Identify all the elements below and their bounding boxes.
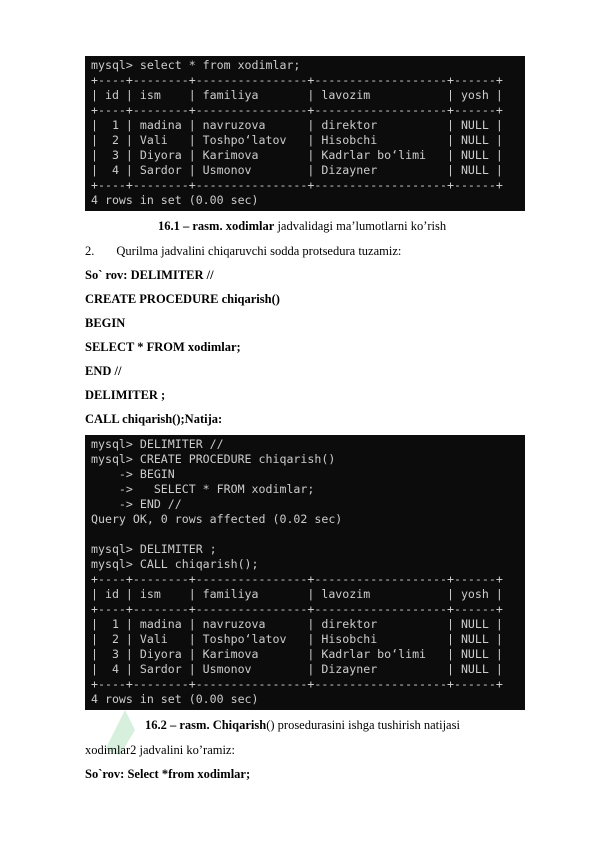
terminal-line: +----+--------+----------------+-------------------+------+ <box>91 103 503 117</box>
terminal-line: -> SELECT * FROM xodimlar; <box>91 482 315 496</box>
terminal-screenshot-1 <box>85 56 525 211</box>
terminal-line: | 2 | Vali | Toshpo‘latov | Hisobchi | NULL | <box>91 133 503 147</box>
terminal-line: -> END // <box>91 497 182 511</box>
terminal-line: +----+--------+----------------+-------------------+------+ <box>91 73 503 87</box>
code-line: CALL chiqarish();Natija: <box>85 412 223 426</box>
step-2-paragraph <box>85 244 401 259</box>
terminal-line: | 3 | Diyora | Karimova | Kadrlar bo‘limi | NULL | <box>91 647 503 661</box>
terminal-line: -> BEGIN <box>91 467 175 481</box>
caption-text: jadvalidagi ma’lumotlarni ko’rish <box>274 219 447 233</box>
terminal-line <box>91 527 525 542</box>
terminal-line: Query OK, 0 rows affected (0.02 sec) <box>91 512 343 526</box>
terminal-line: mysql> DELIMITER // <box>91 437 224 451</box>
code-line: So` rov: DELIMITER // <box>85 268 214 282</box>
terminal-line: mysql> CALL chiqarish(); <box>91 557 259 571</box>
terminal-line: +----+--------+----------------+-------------------+------+ <box>91 602 503 616</box>
caption-bold-word: Chiqarish <box>212 718 267 732</box>
step-text: Qurilma jadvalini chiqaruvchi sodda protsedura tuzamiz: <box>116 244 402 258</box>
code-line: SELECT * FROM xodimlar; <box>85 340 241 354</box>
code-line: END // <box>85 364 122 378</box>
figure-caption-1 <box>158 219 446 234</box>
code-line: DELIMITER ; <box>85 388 166 402</box>
terminal-line: | 3 | Diyora | Karimova | Kadrlar bo‘limi | NULL | <box>91 148 503 162</box>
terminal-line: 4 rows in set (0.00 sec) <box>91 193 259 207</box>
figure-caption-2 <box>145 718 460 733</box>
code-line: BEGIN <box>85 316 126 330</box>
terminal-line: | id | ism | familiya | lavozim | yosh | <box>91 587 503 601</box>
terminal-line: | id | ism | familiya | lavozim | yosh | <box>91 88 503 102</box>
terminal-line: +----+--------+----------------+-------------------+------+ <box>91 178 503 192</box>
terminal-line: 4 rows in set (0.00 sec) <box>91 692 259 706</box>
caption-bold-word: xodimlar <box>225 219 275 233</box>
caption-number: 16.2 – rasm. <box>145 718 213 732</box>
terminal-line: mysql> DELIMITER ; <box>91 542 217 556</box>
code-line: CREATE PROCEDURE chiqarish() <box>85 292 280 306</box>
terminal-line: mysql> CREATE PROCEDURE chiqarish() <box>91 452 336 466</box>
paragraph-text: xodimlar2 jadvalini ko’ramiz: <box>85 743 235 757</box>
terminal-line: +----+--------+----------------+-------------------+------+ <box>91 572 503 586</box>
caption-number: 16.1 – rasm. <box>158 219 226 233</box>
terminal-line: +----+--------+----------------+-------------------+------+ <box>91 677 503 691</box>
terminal-line: | 1 | madina | navruzova | direktor | NULL | <box>91 617 503 631</box>
terminal-line: | 2 | Vali | Toshpo‘latov | Hisobchi | NULL | <box>91 632 503 646</box>
terminal-line: mysql> select * from xodimlar; <box>91 58 301 72</box>
terminal-line: | 4 | Sardor | Usmonov | Dizayner | NULL | <box>91 662 503 676</box>
step-number: 2. <box>85 244 95 258</box>
caption-text: () prosedurasini ishga tushirish natijasi <box>266 718 460 732</box>
terminal-screenshot-2 <box>85 435 525 710</box>
terminal-line: | 1 | madina | navruzova | direktor | NULL | <box>91 118 503 132</box>
query-line: So`rov: Select *from xodimlar; <box>85 767 251 781</box>
terminal-line: | 4 | Sardor | Usmonov | Dizayner | NULL | <box>91 163 503 177</box>
